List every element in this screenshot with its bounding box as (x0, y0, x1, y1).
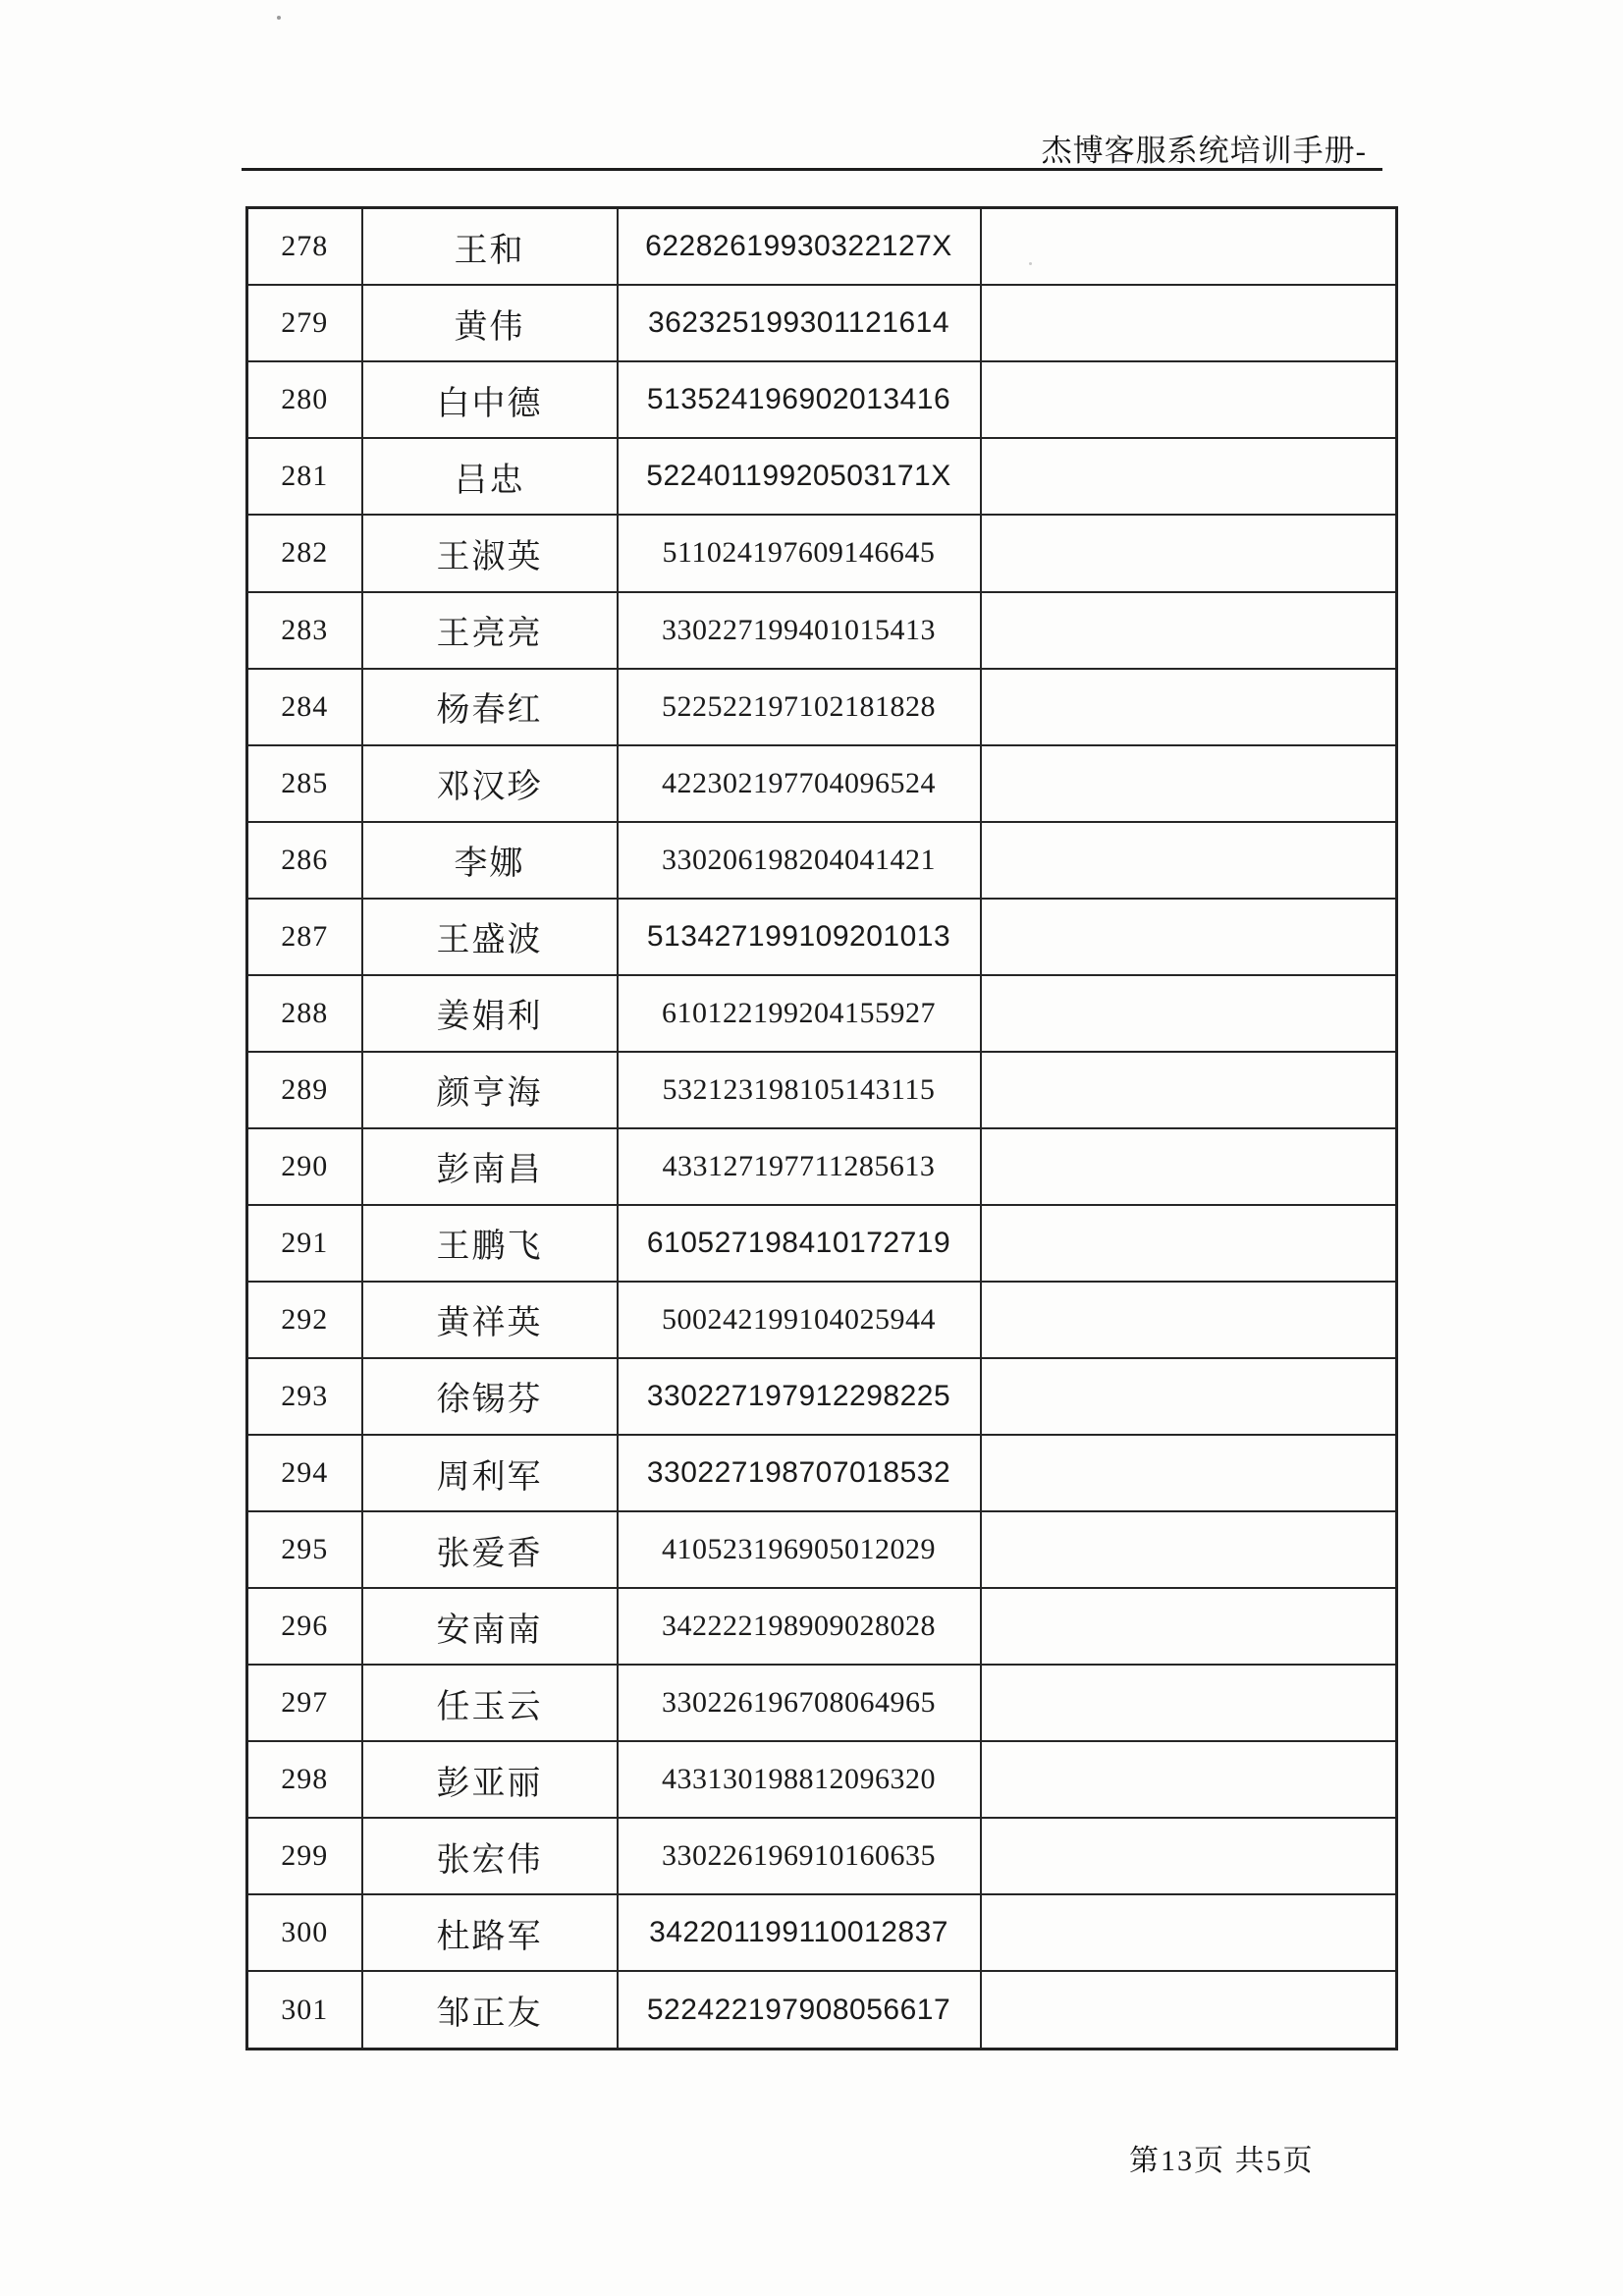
table-row (247, 1358, 1397, 1435)
cell-blank (981, 1665, 1397, 1741)
cell-id-number: 511024197609146645 (618, 515, 981, 591)
cell-id-number: 433130198812096320 (618, 1741, 981, 1818)
header-rule (242, 168, 1382, 171)
table-row (247, 1818, 1397, 1894)
table-row (247, 285, 1397, 361)
table-row (247, 1511, 1397, 1588)
cell-index: 281 (247, 438, 362, 515)
cell-index: 295 (247, 1511, 362, 1588)
cell-blank (981, 1052, 1397, 1128)
cell-blank (981, 285, 1397, 361)
scan-speck (1029, 262, 1032, 265)
cell-blank (981, 1511, 1397, 1588)
cell-index: 300 (247, 1894, 362, 1971)
cell-id-number: 422302197704096524 (618, 745, 981, 822)
cell-name: 周利军 (362, 1435, 618, 1511)
cell-index: 282 (247, 515, 362, 591)
cell-blank (981, 669, 1397, 745)
scan-speck (277, 16, 281, 20)
cell-blank (981, 1971, 1397, 2049)
table-row (247, 1282, 1397, 1358)
cell-index: 289 (247, 1052, 362, 1128)
cell-blank (981, 1818, 1397, 1894)
cell-name: 杨春红 (362, 669, 618, 745)
table-row (247, 1971, 1397, 2049)
cell-blank (981, 1205, 1397, 1282)
cell-blank (981, 208, 1397, 286)
cell-blank (981, 899, 1397, 975)
page-header (242, 126, 1367, 170)
cell-id-number: 330206198204041421 (618, 822, 981, 899)
cell-name: 邓汉珍 (362, 745, 618, 822)
cell-name: 黄祥英 (362, 1282, 618, 1358)
cell-id-number: 342222198909028028 (618, 1588, 981, 1665)
table-row (247, 515, 1397, 591)
cell-index: 287 (247, 899, 362, 975)
cell-index: 291 (247, 1205, 362, 1282)
cell-name: 张宏伟 (362, 1818, 618, 1894)
cell-name: 彭南昌 (362, 1128, 618, 1205)
cell-index: 293 (247, 1358, 362, 1435)
roster-table-body (247, 208, 1397, 2050)
cell-id-number: 433127197711285613 (618, 1128, 981, 1205)
table-row (247, 208, 1397, 286)
cell-name: 彭亚丽 (362, 1741, 618, 1818)
cell-blank (981, 1588, 1397, 1665)
cell-id-number: 522422197908056617 (618, 1971, 981, 2049)
cell-blank (981, 592, 1397, 669)
page-number-label: 第13页 共5页 (1129, 2145, 1315, 2177)
cell-blank (981, 822, 1397, 899)
cell-id-number: 362325199301121614 (618, 285, 981, 361)
cell-name: 徐锡芬 (362, 1358, 618, 1435)
table-row (247, 975, 1397, 1052)
cell-blank (981, 1128, 1397, 1205)
cell-index: 288 (247, 975, 362, 1052)
cell-blank (981, 1358, 1397, 1435)
table-row (247, 822, 1397, 899)
cell-id-number: 330227199401015413 (618, 592, 981, 669)
cell-blank (981, 1894, 1397, 1971)
cell-id-number: 330227198707018532 (618, 1435, 981, 1511)
table-row (247, 1894, 1397, 1971)
table-row (247, 669, 1397, 745)
cell-name: 王淑英 (362, 515, 618, 591)
cell-blank (981, 1282, 1397, 1358)
cell-blank (981, 745, 1397, 822)
cell-name: 姜娟利 (362, 975, 618, 1052)
cell-name: 邹正友 (362, 1971, 618, 2049)
cell-id-number: 610122199204155927 (618, 975, 981, 1052)
cell-index: 280 (247, 361, 362, 438)
table-row (247, 1665, 1397, 1741)
cell-index: 299 (247, 1818, 362, 1894)
cell-id-number: 52240119920503171X (618, 438, 981, 515)
cell-name: 王鹏飞 (362, 1205, 618, 1282)
table-row (247, 899, 1397, 975)
cell-id-number: 330227197912298225 (618, 1358, 981, 1435)
cell-id-number: 500242199104025944 (618, 1282, 981, 1358)
cell-name: 黄伟 (362, 285, 618, 361)
cell-id-number: 410523196905012029 (618, 1511, 981, 1588)
cell-index: 279 (247, 285, 362, 361)
cell-index: 301 (247, 1971, 362, 2049)
cell-name: 李娜 (362, 822, 618, 899)
table-row (247, 361, 1397, 438)
cell-name: 王盛波 (362, 899, 618, 975)
cell-index: 298 (247, 1741, 362, 1818)
cell-id-number: 513524196902013416 (618, 361, 981, 438)
cell-id-number: 532123198105143115 (618, 1052, 981, 1128)
cell-blank (981, 1435, 1397, 1511)
cell-id-number: 342201199110012837 (618, 1894, 981, 1971)
cell-blank (981, 1741, 1397, 1818)
cell-name: 颜亨海 (362, 1052, 618, 1128)
roster-table (245, 206, 1398, 2050)
cell-name: 白中德 (362, 361, 618, 438)
cell-blank (981, 975, 1397, 1052)
header-title: 杰博客服系统培训手册- (1041, 134, 1367, 168)
cell-id-number: 330226196910160635 (618, 1818, 981, 1894)
cell-id-number: 522522197102181828 (618, 669, 981, 745)
cell-blank (981, 515, 1397, 591)
cell-name: 安南南 (362, 1588, 618, 1665)
cell-id-number: 610527198410172719 (618, 1205, 981, 1282)
cell-name: 杜路军 (362, 1894, 618, 1971)
cell-index: 290 (247, 1128, 362, 1205)
table-row (247, 1128, 1397, 1205)
table-row (247, 1205, 1397, 1282)
cell-index: 286 (247, 822, 362, 899)
table-row (247, 1435, 1397, 1511)
cell-index: 284 (247, 669, 362, 745)
cell-blank (981, 438, 1397, 515)
cell-name: 吕忠 (362, 438, 618, 515)
cell-name: 王和 (362, 208, 618, 286)
table-row (247, 438, 1397, 515)
cell-id-number: 330226196708064965 (618, 1665, 981, 1741)
cell-blank (981, 361, 1397, 438)
table-row (247, 592, 1397, 669)
table-row (247, 745, 1397, 822)
cell-index: 285 (247, 745, 362, 822)
table-row (247, 1588, 1397, 1665)
cell-name: 任玉云 (362, 1665, 618, 1741)
cell-index: 297 (247, 1665, 362, 1741)
cell-index: 294 (247, 1435, 362, 1511)
cell-index: 283 (247, 592, 362, 669)
page-footer (1129, 2136, 1315, 2179)
cell-index: 292 (247, 1282, 362, 1358)
cell-name: 王亮亮 (362, 592, 618, 669)
cell-index: 296 (247, 1588, 362, 1665)
cell-id-number: 513427199109201013 (618, 899, 981, 975)
table-row (247, 1052, 1397, 1128)
cell-index: 278 (247, 208, 362, 286)
cell-name: 张爱香 (362, 1511, 618, 1588)
cell-id-number: 62282619930322127X (618, 208, 981, 286)
table-row (247, 1741, 1397, 1818)
